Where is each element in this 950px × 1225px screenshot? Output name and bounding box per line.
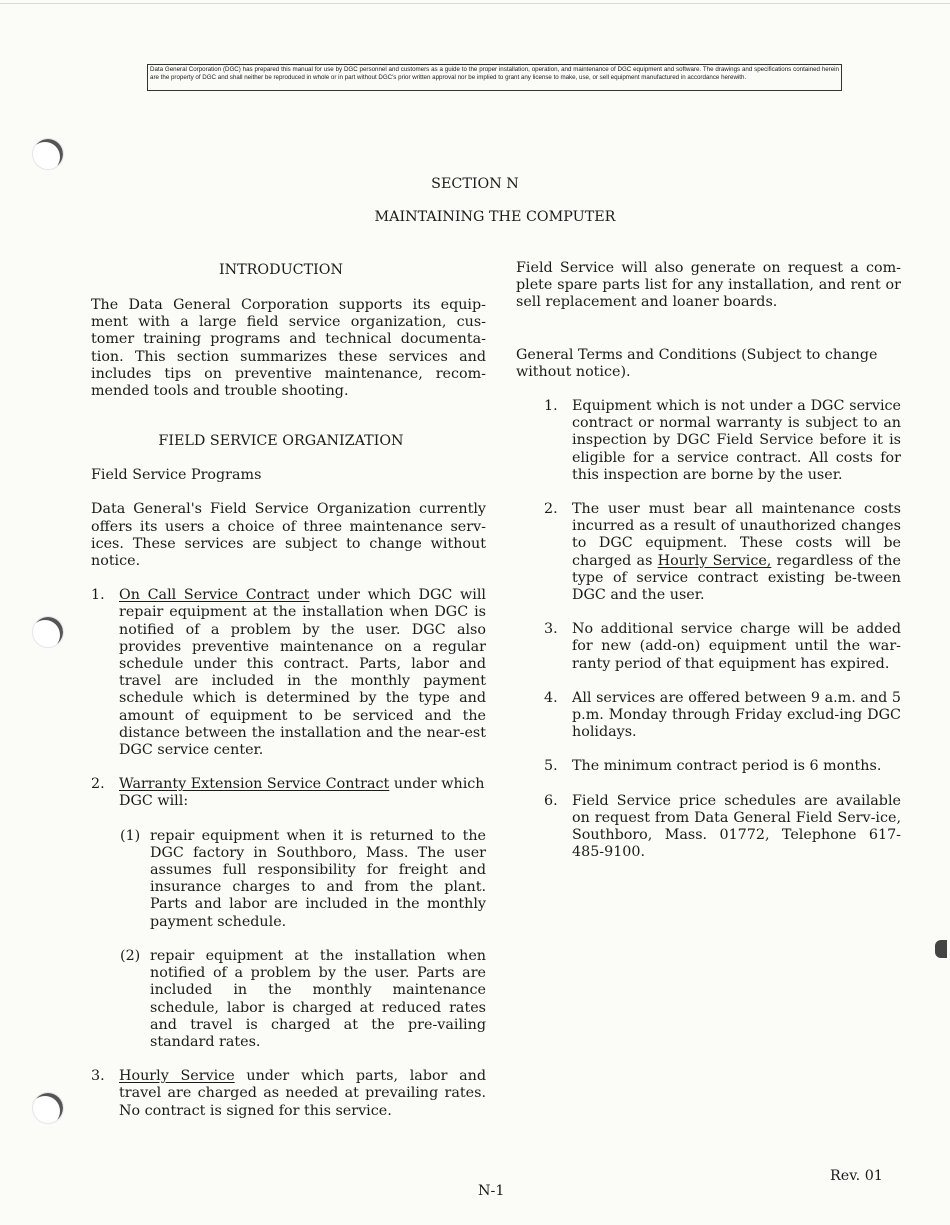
- page-title: MAINTAINING THE COMPUTER: [374, 209, 616, 225]
- terms-item: [516, 690, 901, 742]
- item-number: 3.: [91, 1068, 105, 1085]
- term-text: The minimum contract period is 6 months.: [572, 758, 882, 775]
- sub-item-text: repair equipment at the installation when notified of a problem by the user. Parts are included in the monthly maintenance schedule, labor is charged at reduced rates and travel is charged at the pre-vailing standard rates.: [150, 947, 486, 1050]
- fso-heading: FIELD SERVICE ORGANIZATION: [158, 433, 404, 450]
- term-number: 6.: [544, 792, 558, 809]
- page-edge-mark: [935, 940, 947, 958]
- sub-list-item: [91, 828, 486, 931]
- intro-paragraph: The Data General Corporation supports its equip-ment with a large field service organization, cus-tomer training programs and technical documenta-tion. This section summarizes these services and includes tips on preventive maintenance, recom-mended tools and trouble shooting.: [91, 297, 486, 400]
- terms-item: [516, 398, 901, 484]
- terms-item: [516, 793, 901, 862]
- term-number: 2.: [544, 501, 558, 518]
- right-column: [516, 260, 901, 861]
- item-title: Hourly Service: [119, 1068, 235, 1085]
- list-item: [91, 776, 486, 810]
- page-number: N-1: [478, 1183, 505, 1199]
- sub-item-number: (2): [120, 947, 141, 964]
- term-number: 1.: [544, 398, 558, 415]
- binder-hole-middle: [32, 616, 64, 648]
- sub-item-text: repair equipment when it is returned to the DGC factory in Southboro, Mass. The user assumes full responsibility for freight and insurance charges to and from the plant. Parts and labor are included in the monthly payment schedule.: [150, 827, 486, 930]
- sub-item-number: (1): [120, 827, 141, 844]
- item-text: under which DGC will:: [119, 776, 485, 810]
- top-edge-line: [0, 3, 950, 4]
- term-underlined-text: Hourly Service,: [657, 552, 772, 569]
- terms-item: [516, 501, 901, 604]
- list-item: [91, 1068, 486, 1120]
- term-text: All services are offered between 9 a.m. and 5 p.m. Monday through Friday exclud-ing DGC holidays.: [572, 689, 901, 741]
- binder-hole-top: [32, 138, 64, 170]
- term-text: Equipment which is not under a DGC service contract or normal warranty is subject to an inspection by DGC Field Service before it is eligible for a service contract. All costs for this inspection are borne by the user.: [572, 398, 901, 483]
- term-text: The user must bear all maintenance costs incurred as a result of unauthorized changes to DGC equipment. These costs will be charged as: [572, 501, 901, 569]
- item-text: under which DGC will repair equipment at the installation when DGC is notified of a problem by the user. DGC also provides preventive maintenance on a regular schedule under this contract. Parts, labor and travel are included in the monthly payment schedule which is determined by the type and amount of equipment to be serviced and the distance between the installation and the near-est DGC service center.: [119, 587, 486, 759]
- copyright-notice: Data General Corporation (DGC) has prepared this manual for use by DGC personnel and customers as a guide to the proper installation, operation, and maintenance of DGC equipment and software. The drawings and specifications contained herein are the property of DGC and shall neither be reproduced in whole or in part without DGC's prior written approval nor be implied to grant any license to make, use, or sell equipment manufactured in accordance herewith.: [147, 64, 842, 91]
- sub-list-item: [91, 948, 486, 1051]
- item-text: under which parts, labor and travel are charged as needed at prevailing rates. No contract is signed for this service.: [119, 1068, 486, 1119]
- terms-item: [516, 621, 901, 673]
- binder-hole-bottom: [32, 1092, 64, 1124]
- intro-heading: INTRODUCTION: [218, 262, 344, 278]
- item-number: 1.: [91, 587, 105, 604]
- programs-heading: Field Service Programs: [91, 467, 262, 484]
- terms-item: [516, 758, 901, 775]
- term-text: regardless of the type of service contract existing be-tween DGC and the user.: [572, 552, 901, 604]
- revision-label: Rev. 01: [830, 1168, 883, 1184]
- list-item: [91, 587, 486, 759]
- term-text: Field Service price schedules are available on request from Data General Field Serv-ice, Southboro, Mass. 01772, Telephone 617-485-9100.: [572, 792, 901, 861]
- spare-parts-paragraph: Field Service will also generate on request a com-plete spare parts list for any installation, and rent or sell replacement and loaner boards.: [516, 260, 901, 311]
- term-text: No additional service charge will be added for new (add-on) equipment until the war-ranty period of that equipment has expired.: [572, 621, 901, 672]
- term-number: 4.: [544, 689, 558, 706]
- item-number: 2.: [91, 776, 105, 793]
- term-number: 3.: [544, 621, 558, 638]
- item-title: Warranty Extension Service Contract: [119, 776, 390, 793]
- programs-paragraph: Data General's Field Service Organization currently offers its users a choice of three maintenance serv-ices. These services are subject to change without notice.: [91, 501, 486, 570]
- term-number: 5.: [544, 758, 558, 775]
- left-column: [91, 262, 486, 1120]
- section-label: SECTION N: [431, 176, 519, 192]
- terms-heading: General Terms and Conditions (Subject to change without notice).: [516, 346, 878, 380]
- item-title: On Call Service Contract: [119, 587, 310, 604]
